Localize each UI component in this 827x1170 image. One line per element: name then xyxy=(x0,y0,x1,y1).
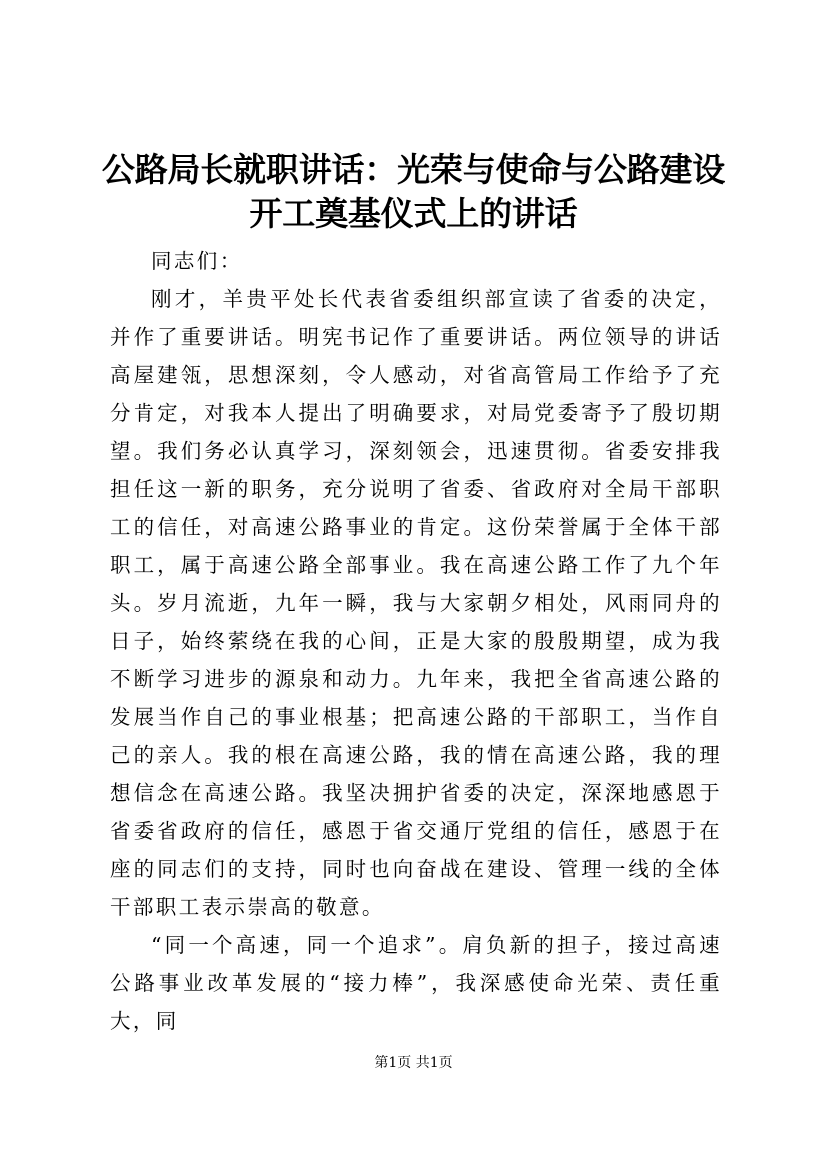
salutation: 同志们： xyxy=(151,249,243,273)
page-footer: 第1页 共1页 xyxy=(374,1055,453,1071)
paragraph-1: 刚才，羊贵平处长代表省委组织部宣读了省委的决定，并作了重要讲话。明宪书记作了重要讲话。两位领导的讲话高屋建瓴，思想深刻，令人感动，对省高管局工作给予了充分肯定，对我本人提出了明确要求，对局党委寄予了殷切期望。我们务必认真学习，深刻领会，迅速贯彻。省委安排我担任这一新的职务，充分说明了省委、省政府对全局干部职工的信任，对高速公路事业的肯定。这份荣誉属于全体干部职工，属于高速公路全部事业。我在高速公路工作了九个年头。岁月流逝，九年一瞬，我与大家朝夕相处，风雨同舟的日子，始终萦绕在我的心间，正是大家的殷殷期望，成为我不断学习进步的源泉和动力。九年来，我把全省高速公路的发展当作自己的事业根基；把高速公路的干部职工，当作自己的亲人。我的根在高速公路，我的情在高速公路，我的理想信念在高速公路。我坚决拥护省委的决定，深深地感恩于省委省政府的信任，感恩于省交通厅党组的信任，感恩于在座的同志们的支持，同时也向奋战在建设、管理一线的全体干部职工表示崇高的敬意。 xyxy=(110,287,722,919)
paragraph-2: “同一个高速，同一个追求”。肩负新的担子，接过高速公路事业改革发展的“接力棒”，我深感使命光荣、责任重大，同 xyxy=(110,933,722,1033)
document-body xyxy=(110,242,722,1040)
document-title: 公路局长就职讲话：光荣与使命与公路建设开工奠基仪式上的讲话 xyxy=(101,150,726,233)
